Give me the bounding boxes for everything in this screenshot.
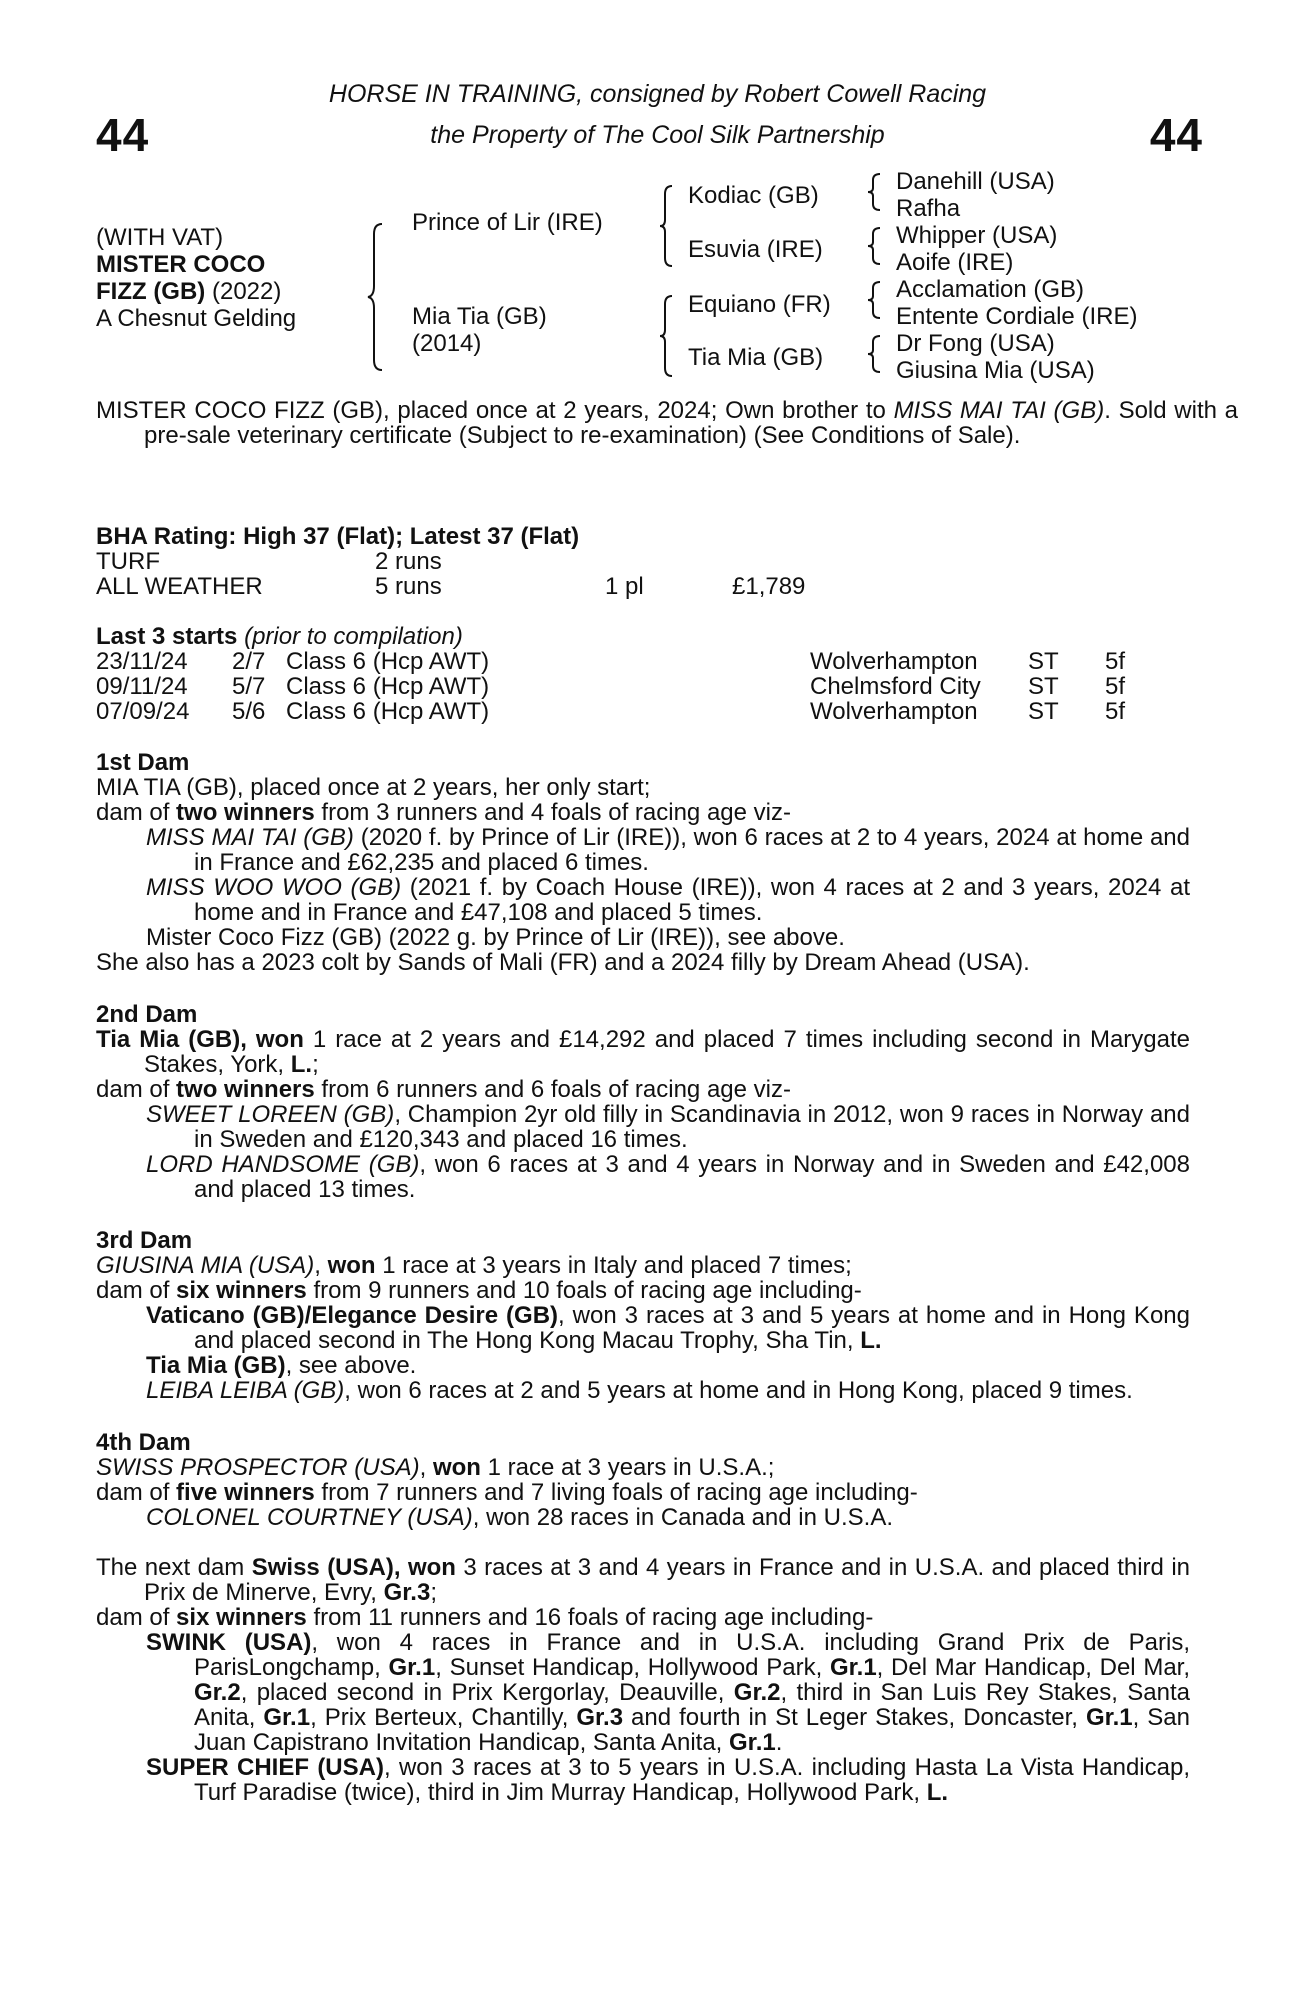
text: from 6 runners and 6 foals of racing age viz- — [314, 1076, 791, 1103]
gg-5: Acclamation (GB) — [896, 276, 1085, 303]
text: from 3 runners and 4 foals of racing age viz- — [314, 799, 791, 826]
dam-year: (2014) — [412, 330, 482, 357]
intro-paragraph — [96, 398, 1238, 448]
first-dam-title: 1st Dam — [96, 749, 190, 776]
offspring-record: , Champion 2yr old filly in Scandinavia in 2012, won 9 races in Norway and in Sweden and £120,343 and placed 16 times. — [194, 1101, 1190, 1153]
start-pos-2: 5/7 — [232, 673, 266, 700]
aw-placed: 1 pl — [605, 573, 644, 600]
grade: L. — [860, 1327, 882, 1354]
header-consignor: HORSE IN TRAINING, consigned by Robert Cowell Racing — [328, 80, 987, 108]
start-class-2: Class 6 (Hcp AWT) — [286, 673, 490, 700]
offspring-record: , won 6 races at 2 and 5 years at home and in Hong Kong, placed 9 times. — [344, 1377, 1133, 1404]
offspring-name: COLONEL COURTNEY (USA) — [146, 1504, 473, 1531]
gg-8: Giusina Mia (USA) — [896, 357, 1095, 384]
winners-count: two winners — [176, 1076, 315, 1103]
start-dist-3: 5f — [1105, 698, 1126, 725]
text: , — [314, 1252, 328, 1279]
turf-label: TURF — [96, 548, 160, 575]
winners-count: six winners — [176, 1604, 307, 1631]
dam-name: Swiss (USA), won — [251, 1554, 456, 1581]
offspring-record: , won 4 races in France and in U.S.A. including Grand Prix de Paris, ParisLongchamp, — [194, 1629, 1190, 1681]
lot-number-left: 44 — [96, 109, 150, 161]
offspring-record: , third in San Luis Rey Stakes, Santa Anita, — [194, 1679, 1190, 1731]
text: , — [419, 1454, 433, 1481]
text: dam of — [96, 1479, 177, 1506]
second-dam-line2 — [96, 1077, 1190, 1102]
offspring-super-chief — [96, 1755, 1190, 1805]
offspring-name: SWEET LOREEN (GB) — [146, 1101, 395, 1128]
offspring-record: , Sunset Handicap, Hollywood Park, — [435, 1654, 830, 1681]
grade: Gr.1 — [263, 1704, 311, 1731]
last-starts-heading: Last 3 starts — [96, 623, 238, 650]
horse-year: (2022) — [205, 278, 282, 305]
grade: Gr.1 — [729, 1729, 776, 1756]
last-starts-title — [96, 624, 463, 649]
next-dam-line2 — [96, 1605, 1190, 1630]
offspring-record: . — [775, 1729, 783, 1756]
aw-label: ALL WEATHER — [96, 573, 263, 600]
text: from 9 runners and 10 foals of racing age including- — [306, 1277, 862, 1304]
start-class-1: Class 6 (Hcp AWT) — [286, 648, 490, 675]
offspring-name: MISS MAI TAI (GB) — [146, 824, 354, 851]
grade: Gr.3 — [383, 1579, 431, 1606]
offspring-name: SUPER CHIEF (USA) — [146, 1754, 384, 1781]
pedigree-brace-2 — [660, 184, 676, 268]
offspring-record: (2021 f. by Coach House (IRE)), won 4 races at 2 and 3 years, 2024 at home and in France and £47,108 and placed 5 times. — [194, 874, 1190, 926]
start-dist-1: 5f — [1105, 648, 1126, 675]
start-course-2: Chelmsford City — [810, 673, 981, 700]
grade: Gr.1 — [829, 1654, 877, 1681]
offspring-record: , Del Mar Handicap, Del Mar, — [876, 1654, 1191, 1681]
offspring-1 — [96, 1303, 1190, 1353]
horse-name-line1: MISTER COCO — [96, 251, 266, 278]
dam-name: Tia Mia (GB), won — [96, 1026, 304, 1053]
winners-count: two winners — [176, 799, 315, 826]
text: ; — [430, 1579, 437, 1606]
grade: L. — [290, 1051, 313, 1078]
next-dam-section — [96, 1555, 1190, 1805]
offspring-1 — [96, 1505, 1190, 1530]
offspring-2 — [96, 875, 1190, 925]
second-dam-title: 2nd Dam — [96, 1001, 198, 1028]
offspring-record: , won 3 races at 3 to 5 years in U.S.A. including Hasta La Vista Handicap, Turf Paradise (twice), third in Jim Murray Handicap, Hollywood Park, — [194, 1754, 1191, 1806]
granddam-2: Tia Mia (GB) — [688, 344, 824, 371]
dam-name: SWISS PROSPECTOR (USA) — [96, 1454, 420, 1481]
winners-count: five winners — [176, 1479, 315, 1506]
start-course-3: Wolverhampton — [810, 698, 978, 725]
start-pos-3: 5/6 — [232, 698, 266, 725]
fourth-dam-line2 — [96, 1480, 1190, 1505]
start-going-2: ST — [1028, 673, 1059, 700]
third-dam-section — [96, 1228, 1190, 1403]
bha-rating: BHA Rating: High 37 (Flat); Latest 37 (Flat) — [96, 523, 580, 550]
intro-dot: . — [1104, 397, 1111, 424]
start-class-3: Class 6 (Hcp AWT) — [286, 698, 490, 725]
text: 1 race at 2 years and £14,292 and placed 7 times including second in Marygate Stakes, York, — [144, 1026, 1191, 1078]
intro-text: MISTER COCO FIZZ (GB), placed once at 2 years, 2024; Own brother to — [96, 397, 894, 424]
start-dist-2: 5f — [1105, 673, 1126, 700]
offspring-1 — [96, 825, 1190, 875]
horse-name-line2 — [96, 278, 296, 305]
vat-note: (WITH VAT) — [96, 224, 224, 251]
offspring-record: , won 6 races at 3 and 4 years in Norway and in Sweden and £42,008 and placed 13 times. — [194, 1151, 1190, 1203]
text: dam of — [96, 1076, 177, 1103]
offspring-record: , see above. — [285, 1352, 417, 1379]
text: dam of — [96, 799, 177, 826]
aw-runs: 5 runs — [375, 573, 442, 600]
start-pos-1: 2/7 — [232, 648, 266, 675]
grandsire-1: Kodiac (GB) — [688, 182, 819, 209]
text: 3 races at 3 and 4 years in France and in U.S.A. and placed third in Prix de Minerve, Evry, — [144, 1554, 1190, 1606]
pedigree-brace-4 — [868, 172, 882, 382]
horse-description: A Chesnut Gelding — [96, 305, 297, 332]
text: 1 race at 3 years in Italy and placed 7 times; — [375, 1252, 852, 1279]
grade: Gr.1 — [1085, 1704, 1133, 1731]
third-dam-record — [96, 1253, 1190, 1278]
offspring-2 — [96, 1353, 1190, 1378]
start-date-1: 23/11/24 — [96, 648, 188, 675]
text: from 11 runners and 16 foals of racing age including- — [306, 1604, 874, 1631]
winners-count: six winners — [176, 1277, 307, 1304]
text: ; — [312, 1051, 319, 1078]
grade: L. — [926, 1779, 949, 1806]
third-dam-title: 3rd Dam — [96, 1227, 193, 1254]
first-dam-line1: MIA TIA (GB), placed once at 2 years, her only start; — [96, 774, 651, 801]
turf-runs: 2 runs — [375, 548, 442, 575]
start-date-3: 07/09/24 — [96, 698, 190, 725]
fourth-dam-title: 4th Dam — [96, 1429, 191, 1456]
offspring-record: (2020 f. by Prince of Lir (IRE)), won 6 races at 2 to 4 years, 2024 at home and in France and £62,235 and placed 6 times. — [194, 824, 1190, 876]
grade: Gr.2 — [733, 1679, 781, 1706]
start-date-2: 09/11/24 — [96, 673, 188, 700]
offspring-record: , placed second in Prix Kergorlay, Deauville, — [240, 1679, 734, 1706]
last-starts-note: (prior to compilation) — [237, 623, 463, 650]
offspring-name: LEIBA LEIBA (GB) — [146, 1377, 345, 1404]
intro-vet: Sold with a pre-sale veterinary certificate (Subject to re-examination) (See Conditions of Sale). — [144, 397, 1239, 449]
offspring-3: Mister Coco Fizz (GB) (2022 g. by Prince of Lir (IRE)), see above. — [146, 924, 845, 951]
third-dam-line2 — [96, 1278, 1190, 1303]
first-dam-section — [96, 750, 1190, 975]
sire: Prince of Lir (IRE) — [412, 209, 603, 236]
granddam-1: Esuvia (IRE) — [688, 236, 823, 263]
second-dam-section — [96, 1002, 1190, 1202]
offspring-name: LORD HANDSOME (GB) — [146, 1151, 420, 1178]
first-dam-foals: She also has a 2023 colt by Sands of Mali (FR) and a 2024 filly by Dream Ahead (USA). — [96, 949, 1030, 976]
start-course-1: Wolverhampton — [810, 648, 978, 675]
won: won — [327, 1252, 376, 1279]
second-dam-record — [96, 1027, 1190, 1077]
offspring-record: , won 28 races in Canada and in U.S.A. — [472, 1504, 893, 1531]
aw-money: £1,789 — [732, 573, 806, 600]
gg-3: Whipper (USA) — [896, 222, 1058, 249]
intro-sibling: MISS MAI TAI (GB) — [893, 397, 1105, 424]
grade: Gr.3 — [576, 1704, 624, 1731]
fourth-dam-section — [96, 1430, 1190, 1530]
gg-7: Dr Fong (USA) — [896, 330, 1055, 357]
gg-4: Aoife (IRE) — [896, 249, 1014, 276]
won: won — [432, 1454, 481, 1481]
header-property: the Property of The Cool Silk Partnership — [430, 121, 885, 149]
text: 1 race at 3 years in U.S.A.; — [480, 1454, 775, 1481]
offspring-name: Vaticano (GB)/Elegance Desire (GB) — [146, 1302, 559, 1329]
gg-2: Rafha — [896, 195, 961, 222]
first-dam-line2 — [96, 800, 1190, 825]
fourth-dam-record — [96, 1455, 1190, 1480]
text: dam of — [96, 1604, 177, 1631]
pedigree-brace-3 — [660, 294, 676, 378]
offspring-record: , San Juan Capistrano Invitation Handicap, Santa Anita, — [194, 1704, 1191, 1756]
offspring-3 — [96, 1378, 1190, 1403]
lot-number-right: 44 — [1149, 109, 1203, 161]
pedigree-brace-1 — [368, 222, 388, 372]
start-going-3: ST — [1028, 698, 1059, 725]
offspring-name: SWINK (USA) — [146, 1629, 312, 1656]
gg-1: Danehill (USA) — [896, 168, 1055, 195]
horse-name-part2: FIZZ (GB) — [96, 278, 206, 305]
dam-name: GIUSINA MIA (USA) — [96, 1252, 315, 1279]
offspring-record: and fourth in St Leger Stakes, Doncaster, — [623, 1704, 1086, 1731]
grade: Gr.2 — [194, 1679, 241, 1706]
next-dam-record — [96, 1555, 1190, 1605]
offspring-record: , Prix Berteux, Chantilly, — [310, 1704, 577, 1731]
text: The next dam — [96, 1554, 252, 1581]
offspring-swink — [96, 1630, 1190, 1755]
offspring-1 — [96, 1102, 1190, 1152]
offspring-name: Tia Mia (GB) — [146, 1352, 286, 1379]
grade: Gr.1 — [388, 1654, 436, 1681]
start-going-1: ST — [1028, 648, 1059, 675]
offspring-name: MISS WOO WOO (GB) — [146, 874, 402, 901]
text: dam of — [96, 1277, 177, 1304]
pedigree-block — [96, 224, 296, 332]
offspring-record: , won 3 races at 3 and 5 years at home and in Hong Kong and placed second in The Hong Kong Macau Trophy, Sha Tin, — [194, 1302, 1190, 1354]
text: from 7 runners and 7 living foals of racing age including- — [314, 1479, 918, 1506]
dam: Mia Tia (GB) — [412, 303, 547, 330]
grandsire-2: Equiano (FR) — [688, 291, 831, 318]
offspring-2 — [96, 1152, 1190, 1202]
gg-6: Entente Cordiale (IRE) — [896, 303, 1138, 330]
